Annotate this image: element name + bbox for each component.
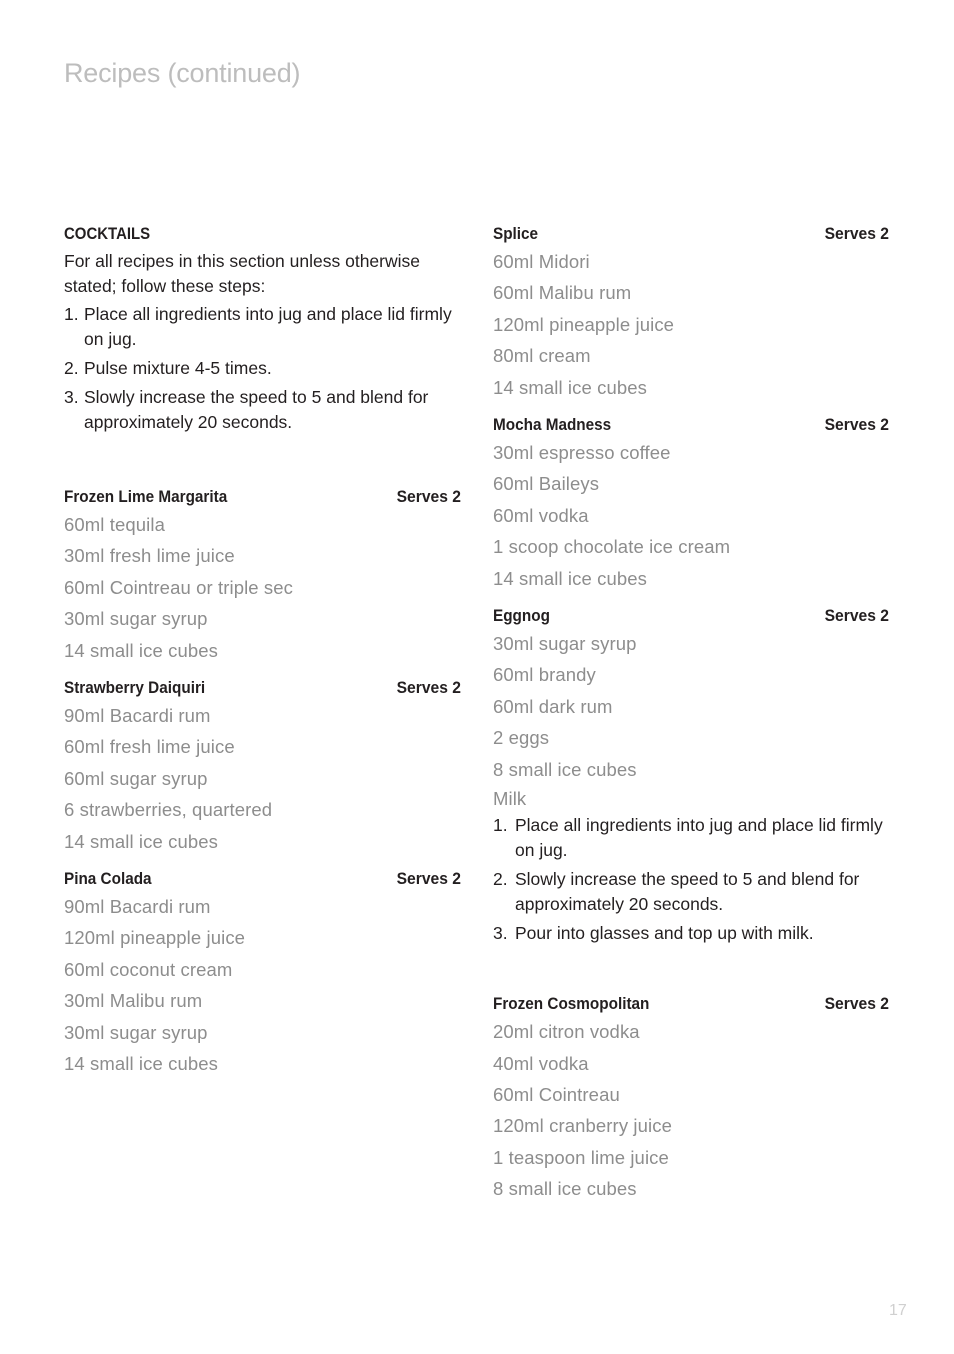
step-text: Slowly increase the speed to 5 and blend for approximately 20 seconds.	[84, 387, 429, 432]
ingredient-list	[64, 700, 461, 857]
serves-label: Serves 2	[824, 415, 889, 435]
recipe-strawberry-daiquiri	[64, 676, 461, 857]
ingredient-item: 1 scoop chocolate ice cream	[493, 536, 731, 558]
step-number: 1.	[493, 815, 508, 836]
ingredient-item: 30ml fresh lime juice	[64, 545, 235, 567]
page-number: 17	[889, 1302, 907, 1319]
ingredient-item: 14 small ice cubes	[64, 830, 218, 852]
ingredient-item: 8 small ice cubes	[493, 758, 637, 780]
general-steps	[64, 302, 461, 435]
step-text: Slowly increase the speed to 5 and blend for approximately 20 seconds.	[515, 869, 860, 915]
step-item	[493, 867, 889, 917]
step-item	[64, 356, 461, 381]
recipe-header	[64, 485, 461, 509]
section-heading: COCKTAILS	[64, 224, 151, 243]
recipe-splice	[493, 222, 889, 403]
ingredient-item: 30ml sugar syrup	[64, 608, 208, 630]
ingredient-item: 120ml pineapple juice	[64, 927, 246, 949]
serves-label: Serves 2	[824, 606, 889, 626]
ingredient-item: 120ml cranberry juice	[493, 1115, 672, 1137]
step-text: Place all ingredients into jug and place lid firmly on jug.	[84, 304, 452, 349]
ingredient-list	[64, 509, 461, 666]
recipe-header	[64, 676, 461, 700]
ingredient-item: 60ml coconut cream	[64, 958, 233, 980]
step-number: 2.	[493, 869, 508, 890]
ingredient-item: 60ml Cointreau or triple sec	[64, 576, 294, 598]
ingredient-item: 40ml vodka	[493, 1052, 589, 1074]
ingredient-item: 30ml sugar syrup	[64, 1021, 208, 1043]
ingredient-item: 60ml fresh lime juice	[64, 736, 235, 758]
ingredient-list	[493, 437, 889, 594]
recipe-eggnog	[493, 604, 889, 946]
serves-label: Serves 2	[824, 224, 889, 243]
ingredient-item: 14 small ice cubes	[64, 639, 218, 661]
step-number: 1.	[64, 304, 79, 324]
right-column	[493, 222, 889, 1215]
ingredient-item: 60ml sugar syrup	[64, 767, 208, 789]
recipe-header	[493, 413, 889, 437]
ingredient-item: 60ml dark rum	[493, 695, 613, 717]
ingredient-item: 2 eggs	[493, 727, 550, 749]
recipe-header	[493, 992, 889, 1016]
recipe-header	[493, 222, 889, 246]
step-item	[493, 813, 889, 863]
ingredient-item: 30ml sugar syrup	[493, 633, 637, 655]
recipe-pina-colada	[64, 867, 461, 1079]
section-intro: For all recipes in this section unless otherwise stated; follow these steps:	[64, 251, 420, 296]
step-text: Pulse mixture 4-5 times.	[84, 358, 272, 378]
step-item	[64, 385, 461, 435]
ingredient-item: Milk	[493, 788, 527, 810]
serves-label: Serves 2	[396, 869, 461, 889]
ingredient-item: 60ml Malibu rum	[493, 282, 632, 304]
ingredient-item: 14 small ice cubes	[493, 567, 647, 589]
ingredient-item: 14 small ice cubes	[493, 376, 647, 398]
ingredient-list	[64, 891, 461, 1079]
step-number: 3.	[493, 923, 508, 944]
recipe-frozen-lime-margarita	[64, 485, 461, 666]
eggnog-steps	[493, 813, 889, 946]
recipe-frozen-cosmopolitan	[493, 992, 889, 1204]
ingredient-item: 8 small ice cubes	[493, 1178, 637, 1200]
recipe-name: Pina Colada	[64, 869, 152, 889]
step-item	[64, 302, 461, 352]
recipe-name: Strawberry Daiquiri	[64, 678, 206, 698]
ingredient-item: 90ml Bacardi rum	[64, 705, 211, 727]
recipe-name: Splice	[493, 224, 539, 243]
ingredient-item: 1 teaspoon lime juice	[493, 1146, 669, 1168]
recipe-name: Frozen Lime Margarita	[64, 487, 228, 506]
step-item	[493, 921, 889, 946]
ingredient-item: 60ml brandy	[493, 664, 596, 686]
ingredient-list	[493, 1016, 889, 1204]
ingredient-item: 14 small ice cubes	[64, 1053, 218, 1075]
ingredient-item: 60ml tequila	[64, 514, 165, 535]
recipe-mocha-madness	[493, 413, 889, 594]
ingredient-item: 30ml Malibu rum	[64, 990, 203, 1012]
ingredient-item: 30ml espresso coffee	[493, 442, 671, 464]
recipe-name: Mocha Madness	[493, 415, 612, 435]
left-column	[64, 222, 461, 1090]
step-text: Place all ingredients into jug and place lid firmly on jug.	[515, 815, 883, 861]
ingredient-item: 60ml vodka	[493, 504, 589, 526]
ingredient-list	[493, 628, 889, 813]
step-number: 3.	[64, 387, 79, 407]
serves-label: Serves 2	[824, 994, 889, 1014]
recipe-header	[64, 867, 461, 891]
page-title: Recipes (continued)	[64, 58, 301, 88]
recipe-name: Frozen Cosmopolitan	[493, 994, 650, 1014]
serves-label: Serves 2	[396, 678, 461, 698]
ingredient-item: 60ml Cointreau	[493, 1083, 620, 1105]
recipe-name: Eggnog	[493, 606, 550, 626]
recipe-header	[493, 604, 889, 628]
ingredient-item: 6 strawberries, quartered	[64, 799, 273, 821]
step-text: Pour into glasses and top up with milk.	[515, 923, 814, 944]
ingredient-item: 60ml Midori	[493, 251, 590, 272]
step-number: 2.	[64, 358, 79, 378]
ingredient-item: 120ml pineapple juice	[493, 313, 675, 335]
serves-label: Serves 2	[396, 487, 461, 506]
ingredient-item: 90ml Bacardi rum	[64, 896, 211, 918]
ingredient-list	[493, 246, 889, 403]
ingredient-item: 20ml citron vodka	[493, 1021, 640, 1043]
ingredient-item: 80ml cream	[493, 345, 591, 367]
ingredient-item: 60ml Baileys	[493, 473, 600, 495]
